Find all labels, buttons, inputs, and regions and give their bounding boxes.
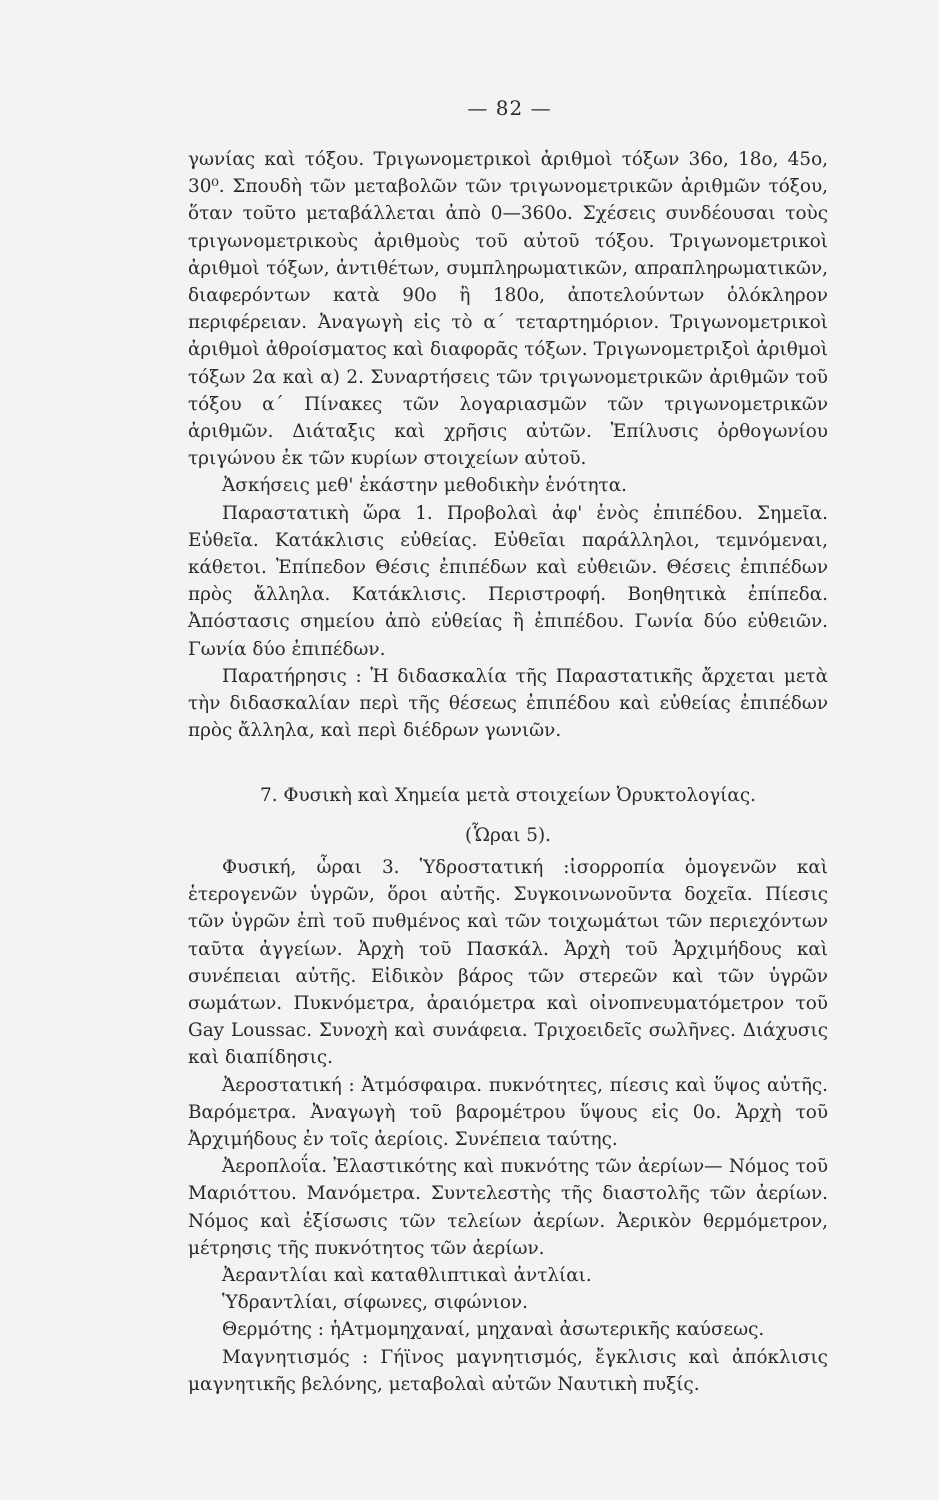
section-heading: 7. Φυσικὴ καὶ Χημεία μετὰ στοιχείων Ὀρυκτολογίας. <box>260 785 756 806</box>
paragraph-aeronautics: Ἀεροπλοΐα. Ἐλαστικότης καὶ πυκνότης τῶν ἀερίων— Νόμος τοῦ Μαριόττου. Μανόμετρα. Συντελεστὴς τῆς διαστολῆς τῶν ἀερίων. Νόμος καὶ ἐξίσωσις τῶν τελείων ἀερίων. Ἀερικὸν θερμόμετρον, μέτρησις τῆς πυκνότητος τῶν ἀερίων. <box>188 1156 828 1259</box>
paragraph-heat: Θερμότης : ἡΑτμομηχαναί, μηχαναὶ ἀσωτερικῆς καύσεως. <box>222 1319 765 1341</box>
upper-text-block <box>188 146 828 744</box>
paragraph-trigonometry: γωνίας καὶ τόξου. Τριγωνομετρικοὶ ἀριθμοὶ τόξων 36ο, 18ο, 45ο, 30⁰. Σπουδὴ τῶν μεταβολῶν τῶν τριγωνομετρικῶν ἀριθμῶν τόξου, ὅταν τοῦτο μεταβάλλεται ἀπὸ 0—360ο. Σχέσεις συνδέουσαι τοὺς τριγωνομετρικοὺς ἀριθμοὺς τοῦ αὐτοῦ τόξου. Τριγωνομετρικοὶ ἀριθμοὶ τόξων, ἀντιθέτων, συμπληρωματικῶν, απραπληρωματικῶν, διαφερόντων κατὰ 90ο ἢ 180ο, ἀποτελούντων ὁλόκληρον περιφέρειαν. Ἀναγωγὴ εἰς τὸ α΄ τεταρτημόριον. Τριγωνομετρικοὶ ἀριθμοὶ ἀθροίσματος καὶ διαφορᾶς τόξων. Τριγωνομετριξοὶ ἀριθμοὶ τόξων 2α καὶ α) 2. Συναρτήσεις τῶν τριγωνομετρικῶν ἀριθμῶν τοῦ τόξου α΄ Πίνακες τῶν λογαριασμῶν τῶν τριγωνομετρικῶν ἀριθμῶν. Διάταξις καὶ χρῆσις αὐτῶν. Ἐπίλυσις ὀρθογωνίου τριγώνου ἐκ τῶν κυρίων στοιχείων αὐτοῦ. <box>188 149 828 470</box>
paragraph-water-pumps: Ὑδραντλίαι, σίφωνες, σιφώνιον. <box>222 1292 528 1314</box>
page-number: — 82 — <box>467 96 552 120</box>
lower-text-block <box>188 854 828 1398</box>
paragraph-aerostatics: Ἀεροστατική : Ἀτμόσφαιρα. πυκνότητες, πίεσις καὶ ὕψος αὐτῆς. Βαρόμετρα. Ἀναγωγὴ τοῦ βαρομέτρου ὕψους εἰς 0ο. Ἀρχὴ τοῦ Ἀρχιμήδους ἐν τοῖς ἀερίοις. Συνέπεια ταύτης. <box>188 1074 828 1151</box>
section-hours: (Ὧραι 5). <box>464 825 552 846</box>
paragraph-remark: Παρατήρησις : Ἡ διδασκαλία τῆς Παραστατικῆς ἄρχεται μετὰ τὴν διδασκαλίαν περὶ τῆς θέσεως ἐπιπέδου καὶ εὐθείας ἐπιπέδων πρὸς ἄλληλα, καὶ περὶ διέδρων γωνιῶν. <box>188 665 828 742</box>
paragraph-exercises: Ἀσκήσεις μεθ' ἑκάστην μεθοδικὴν ἑνότητα. <box>222 475 627 497</box>
paragraph-magnetism: Μαγνητισμός : Γήϊνος μαγνητισμός, ἔγκλισις καὶ ἀπόκλισις μαγνητικῆς βελόνης, μεταβολαὶ αὐτῶν Ναυτικὴ πυξίς. <box>188 1346 828 1395</box>
paragraph-descriptive-geometry: Παραστατικὴ ὥρα 1. Προβολαὶ ἀφ' ἑνὸς ἐπιπέδου. Σημεῖα. Εὐθεῖα. Κατάκλισις εὐθείας. Εὐθεῖαι παράλληλοι, τεμνόμεναι, κάθετοι. Ἐπίπεδον Θέσις ἐπιπέδων καὶ εὐθειῶν. Θέσεις ἐπιπέδων πρὸς ἄλληλα. Κατάκλισις. Περιστροφή. Βοηθητικὰ ἐπίπεδα. Ἀπόστασις σημείου ἀπὸ εὐθείας ἢ ἐπιπέδου. Γωνία δύο εὐθειῶν. Γωνία δύο ἐπιπέδων. <box>188 502 828 660</box>
paragraph-air-pumps: Ἀεραντλίαι καὶ καταθλιπτικαὶ ἀντλίαι. <box>222 1265 592 1287</box>
paragraph-physics-hydrostatics: Φυσική, ὧραι 3. Ὑδροστατική :ἰσορροπία ὁμογενῶν καὶ ἑτερογενῶν ὑγρῶν, ὅροι αὐτῆς. Συγκοινωνοῦντα δοχεῖα. Πίεσις τῶν ὑγρῶν ἐπὶ τοῦ πυθμένος καὶ τῶν τοιχωμάτωι τῶν περιεχόντων ταῦτα ἀγγείων. Ἀρχὴ τοῦ Πασκάλ. Ἀρχὴ τοῦ Ἀρχιμήδους καὶ συνέπειαι αὐτῆς. Εἰδικὸν βάρος τῶν στερεῶν καὶ τῶν ὑγρῶν σωμάτων. Πυκνόμετρα, ἀραιόμετρα καὶ οἰνοπνευματόμετρον τοῦ Gay Loussac. Συνοχὴ καὶ συνάφεια. Τριχοειδεῖς σωλῆνες. Διάχυσις καὶ διαπίδησις. <box>188 857 828 1069</box>
